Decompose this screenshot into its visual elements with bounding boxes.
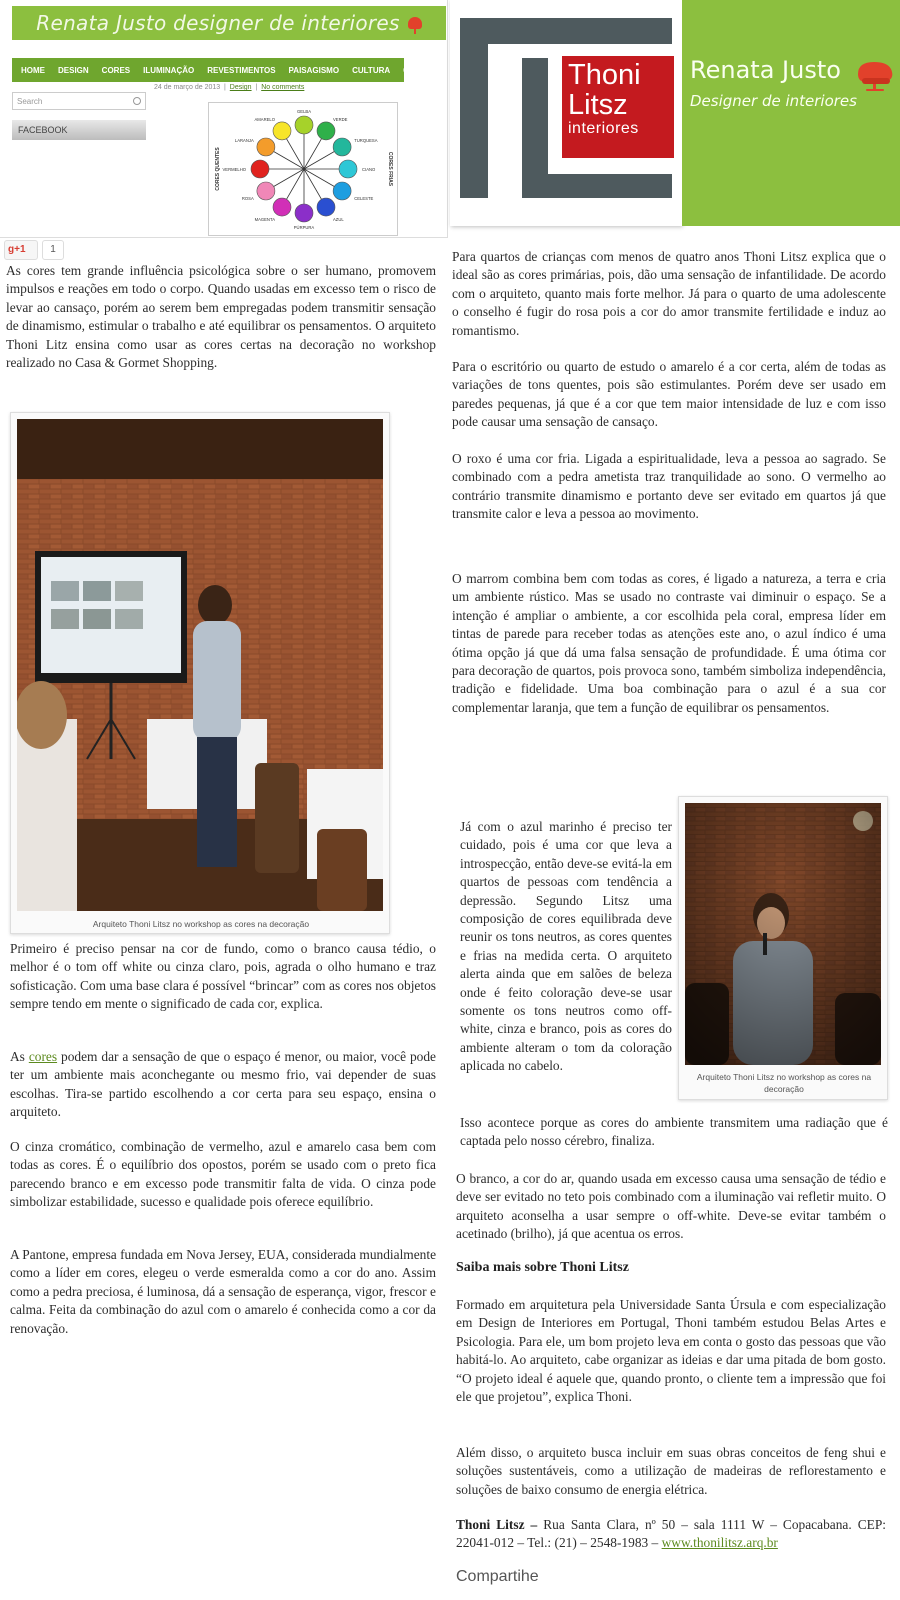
logo-t-bar [460,18,672,44]
workshop-scene-2 [685,803,881,1065]
wheel-swatch-rosa [257,182,275,200]
wheel-label: AZUL [333,217,344,223]
paragraph-office: Para o escritório ou quarto de estudo o amarelo é a cor certa, além de todas as variações de tons quentes, pois são estimulantes. Porém deve ser usado em paredes pequenas, já que é a cor que tem maior intensidade de luz e com isso pode causar uma sensação de cansaço. [452,359,886,430]
paragraph-colors-space [10,1048,436,1122]
wheel-label: CELESTE [354,196,374,201]
gplus-count: 1 [42,240,64,260]
blog-banner [12,6,446,40]
contact-address: Rua Santa Clara, nº 50 – sala 1111 W – Copacabana. CEP: 22041-012 – Tel.: (21) – 2548-1983 – [456,1517,886,1551]
workshop-photo-2-image [685,803,881,1065]
logo-interiores: interiores [568,120,639,137]
website-link[interactable]: www.thonilitsz.arq.br [661,1535,778,1551]
share-button[interactable]: Compartihe [456,1568,539,1585]
paragraph-azul-marinho: Já com o azul marinho é preciso ter cuidado, pois é uma cor que leva a introspecção, então deve-se evitá-la em quartos de pessoas com tendência a depressão. Segundo Litsz uma composição de cores equilibrada deve reunir os tons neutros, as cores quentes e frias na medida certa. O arquiteto alerta ainda que em salões de beleza onde é feito coloração deve-se usar somente os tons neutros como off-white, cinza e branco, pois as cores do ambiente alteram o tom da coloração aplicada no cabelo. [460,819,672,1074]
logo-t-stem [460,18,488,198]
nav-design[interactable]: DESIGN [58,65,89,75]
workshop-photo-1-caption: Arquiteto Thoni Litsz no workshop as cores na decoração [92,919,310,929]
nav-iluminacao[interactable]: ILUMINAÇÃO [143,65,195,75]
color-wheel-figure [208,102,398,236]
search-placeholder: Search [17,97,43,106]
chair-icon [408,17,422,29]
wheel-swatch-turquesa [333,138,351,156]
nav-revestimentos[interactable]: REVESTIMENTOS [207,65,276,75]
wheel-label: GELBA [297,109,311,114]
logo-thoni: Thoni [568,59,641,91]
blog-nav [12,58,442,82]
wheel-swatch-amarelo [273,122,291,140]
nav-cores[interactable]: CORES [101,65,131,75]
post-comments-link[interactable]: No comments [261,84,305,91]
wheel-label: CIANO [362,167,376,172]
search-icon[interactable] [133,97,141,105]
logo-litsz: Litsz [568,89,628,121]
post-meta: 24 de março de 2013 | Design | No comments [154,84,305,91]
paragraph-background-color: Primeiro é preciso pensar na cor de fundo, como o branco causa tédio, o melhor é o tom off white ou cinza claro, pois, agrada o olho humano e traz sofisticação. Com uma base clara é possível “brincar” com as cores nos objetos sempre tendo em mente o significado de cada cor, explica. [10,941,436,1012]
logo-red-box [562,56,674,158]
paragraph-radiation: Isso acontece porque as cores do ambiente transmitem uma radiação que é captada pelo nosso cérebro, finaliza. [460,1115,888,1149]
workshop-photo-1-image [17,419,383,911]
logo-renata-justo: Renata Justo [690,56,841,84]
color-wheel [209,103,399,237]
contact-name: Thoni Litsz – [456,1517,538,1532]
wheel-label: TURQUESA [354,138,378,143]
post-date: 24 de março de 2013 [154,84,221,91]
wheel-swatch-verde [317,122,335,140]
paragraph-marrom: O marrom combina bem com todas as cores, é ligado a natureza, a terra e cria um ambiente rústico. Mas se usado no contraste vai diminuir o espaço. Se a intenção é ampliar o ambiente, a cor escolhida pela coral, empresa líder em tintas de parede para receber todas as atenções este ano, o azul índico é uma ótima opção já que dá uma falsa sensação de profundidade. É uma ótima cor para decoração de quartos, pois provoca sono, também simboliza independência, tradição e fidelidade. Uma boa combinação para o azul é a sua cor complementar laranja, que tem a função de equilibrar os pensamentos. [452,571,886,715]
wheel-label: LARANJA [234,138,254,143]
wheel-swatch-laranja [257,138,275,156]
workshop-photo-2 [678,796,888,1100]
workshop-scene-1 [17,419,383,911]
wheel-label: PÚRPURA [293,225,315,230]
blog-banner-title: Renata Justo designer de interiores [36,11,400,35]
wheel-swatch-ciano [339,160,357,178]
red-chair-icon [854,60,896,92]
google-plus-button[interactable]: g+1 [4,240,38,260]
post-category-link[interactable]: Design [229,84,252,91]
workshop-photo-1 [10,412,390,934]
nav-paisagismo[interactable]: PAISAGISMO [288,65,340,75]
wheel-swatch-vermelho [251,160,269,178]
paragraph-branco: O branco, a cor do ar, quando usada em excesso causa uma sensação de tédio e deve ser evitado no teto pois combinado com a iluminação vai refletir muito. O arquiteto aconselha a usar sempre o off-white. Deve-se evitar também o acetinado (brilho), já que acentua os erros. [456,1171,886,1242]
paragraph-bio: Formado em arquitetura pela Universidade Santa Úrsula e com especialização em Design de Interiores em Portugal, Thoni também estudou Belas Artes e Psicologia. Para ele, um bom projeto leva em conta o gosto das pessoas que vão habitá-lo. Ao arquiteto, cabe organizar as ideias e dar uma pitada de bom gosto. “O projeto ideal é aquele que, quando pronto, o cliente tem a impressão que foi ele que projetou”, explica Thoni. [456,1297,886,1405]
workshop-photo-2-caption: Arquiteto Thoni Litsz no workshop as cores na decoração [696,1072,872,1094]
wheel-swatch-púrpura [295,204,313,222]
search-input[interactable] [12,92,146,110]
thoni-litsz-logo [450,0,682,226]
gplus-label: +1 [14,244,26,255]
wheel-label: AMARELO [254,116,275,122]
paragraph-pantone: A Pantone, empresa fundada em Nova Jersey, EUA, considerada mundialmente como a líder em cores, elegeu o verde esmeralda como a cor do ano. Assim como a pedra preciosa, é luminosa, dá a sensação de esperança, vigor, frescor e calma. Feita da combinação do azul com o amarelo é conhecida como a cor da renovação. [10,1247,437,1336]
paragraph-children-rooms: Para quartos de crianças com menos de quatro anos Thoni Litsz explica que o ideal são as cores primárias, pois, dão uma sensação de infantilidade. De acordo com o arquiteto, quanto mais forte melhor. Já para o quarto de uma adolescente o conselho é fugir do rosa pois a cor do amor transmite fertilidade e induz ao romantismo. [452,249,886,338]
wheel-side-right: CORES FRIAS [387,151,393,187]
nav-home[interactable]: HOME [21,65,45,75]
facebook-widget[interactable]: FACEBOOK [12,120,146,140]
wheel-label: VERMELHO [222,167,246,172]
wheel-swatch-celeste [333,182,351,200]
contact-block [456,1516,886,1553]
wheel-swatch-azul [317,198,335,216]
paragraph-roxo: O roxo é uma cor fria. Ligada a espiritualidade, leva a pessoa ao sagrado. Se combinado com a pedra ametista traz tranquilidade ao sono. O vermelho ao contrário transmite dinamismo e portanto deve ser evitado em quartos já que transmite calor e leva a pessoa ao movimento. [452,451,886,522]
nav-contato[interactable]: CONTATO [403,65,442,75]
nav-cultura[interactable]: CULTURA [352,65,391,75]
p2-before: As [10,1049,29,1064]
section-heading-about: Saiba mais sobre Thoni Litsz [456,1260,629,1275]
intro-paragraph: As cores tem grande influência psicológica sobre o ser humano, promovem impulsos e reações em todo o corpo. Quando usadas em excesso tem o risco de levar ao cansaço, porém ao serem bem empregadas podem transmitir sensação de dinamismo, estimular o trabalho e até equilibrar os pensamentos. O arquiteto Thoni Litz ensina como usar as cores certas na decoração no workshop realizado no Casa & Gormet Shopping. [6,263,436,371]
wheel-swatch-magenta [273,198,291,216]
wheel-label: MAGENTA [254,217,275,223]
wheel-label: VERDE [333,116,348,122]
wheel-label: ROSA [241,196,254,201]
cores-link[interactable]: cores [28,1049,58,1064]
renata-justo-logo [682,0,900,226]
wheel-swatch-gelba [295,116,313,134]
paragraph-feng-shui: Além disso, o arquiteto busca incluir em suas obras conceitos de feng shui e soluções sustentáveis, como a utilização de madeiras de reflorestamento e soluções de baixo consumo de energia elétrica. [456,1445,886,1497]
wheel-side-left: CORES QUENTES [215,147,221,191]
p2-after: podem dar a sensação de que o espaço é menor, ou maior, você pode ter um ambiente mais aconchegante ou mesmo frio, vai depender de suas escolhas. Tira-se partido escolhendo a cor certa para seu espaço, ensina o arquiteto. [10,1049,436,1120]
paragraph-cinza: O cinza cromático, combinação de vermelho, azul e amarelo casa bem com todas as cores. É o equilíbrio dos opostos, porém se usado com o preto fica parecendo branco e em excesso pode transmitir falta de vida. O cinza pode simbolizar estabilidade, sucesso e qualidade pois oferece equilíbrio. [10,1139,436,1210]
logo-l-bar [522,174,672,198]
logo-designer-subtitle: Designer de interiores [690,92,857,110]
blog-screenshot [0,0,448,238]
